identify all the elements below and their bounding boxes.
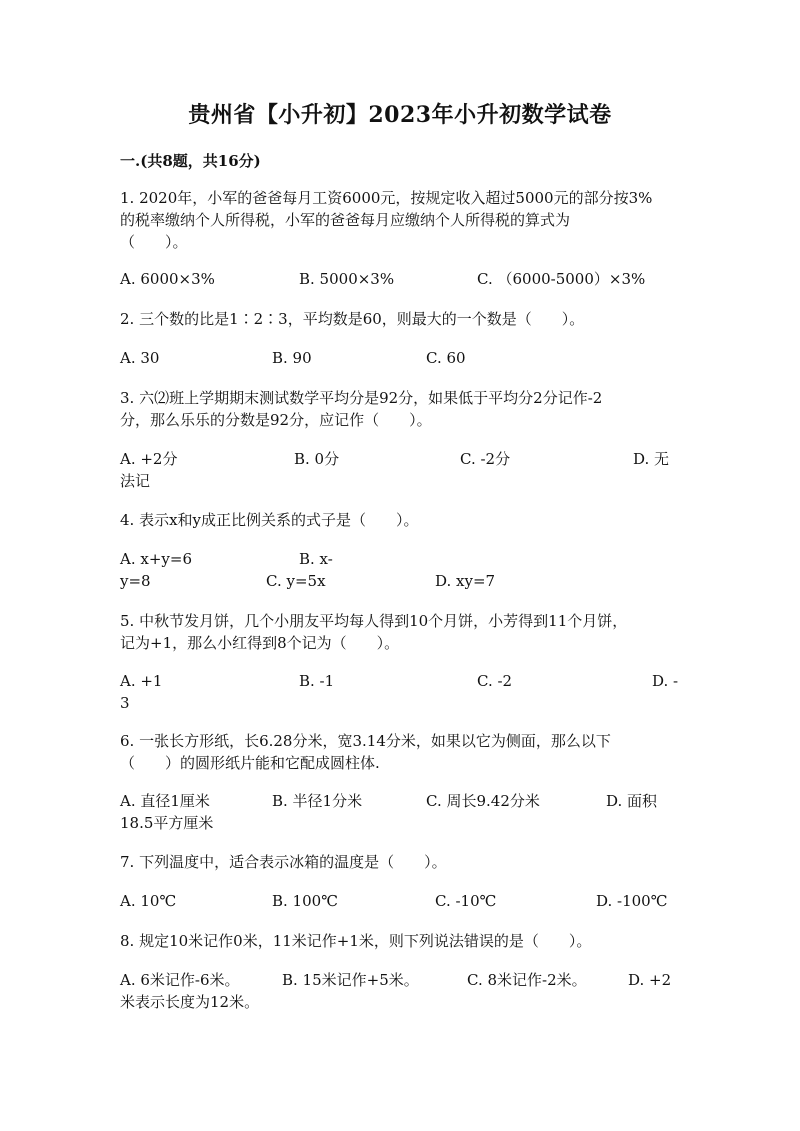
question-4-option-a: A. x+y=6 [120, 550, 192, 568]
question-1-line-3: （ ）。 [120, 233, 188, 251]
question-8-option-d: D. +2 [628, 971, 672, 989]
question-7-option-c: C. -10℃ [435, 892, 497, 910]
question-4-option-b: B. x- [299, 550, 333, 568]
question-3-line-2: 分，那么乐乐的分数是92分，应记作（ ）。 [120, 411, 432, 429]
question-1-option-a: A. 6000×3% [120, 270, 215, 288]
question-7-option-a: A. 10℃ [120, 892, 177, 910]
question-8-option-d-cont: 米表示长度为12米。 [120, 993, 260, 1011]
question-6-line-1: 6. 一张长方形纸，长6.28分米，宽3.14分米，如果以它为侧面，那么以下 [120, 732, 611, 750]
question-8-line-1: 8. 规定10米记作0米，11米记作+1米，则下列说法错误的是（ ）。 [120, 932, 592, 950]
question-5-option-d-cont: 3 [120, 694, 130, 712]
question-4-option-b-cont: y=8 [120, 572, 151, 590]
question-4-option-d: D. xy=7 [435, 572, 496, 590]
question-1-line-2: 的税率缴纳个人所得税，小军的爸爸每月应缴纳个人所得税的算式为 [120, 211, 571, 229]
question-3-option-b: B. 0分 [294, 450, 340, 468]
page-title: 贵州省【小升初】2023年小升初数学试卷 [188, 102, 612, 128]
question-5-option-a: A. +1 [120, 672, 163, 690]
question-7-line-1: 7. 下列温度中，适合表示冰箱的温度是（ ）。 [120, 853, 447, 871]
question-4-option-c: C. y=5x [266, 572, 326, 590]
question-8-option-a: A. 6米记作-6米。 [120, 971, 240, 989]
question-3-option-d-cont: 法记 [120, 472, 151, 490]
question-2-option-b: B. 90 [272, 349, 312, 367]
question-2-option-a: A. 30 [120, 349, 160, 367]
question-5-option-c: C. -2 [477, 672, 513, 690]
question-3-line-1: 3. 六⑵班上学期期末测试数学平均分是92分，如果低于平均分2分记作-2 [120, 389, 603, 407]
question-3-option-d: D. 无 [633, 450, 670, 468]
question-4-line-1: 4. 表示x和y成正比例关系的式子是（ ）。 [120, 511, 419, 529]
question-3-option-a: A. +2分 [120, 450, 178, 468]
question-6-line-2: （ ）的圆形纸片能和它配成圆柱体. [120, 754, 380, 772]
section-heading: 一.(共8题，共16分) [120, 152, 261, 170]
question-2-line-1: 2. 三个数的比是1∶2∶3，平均数是60，则最大的一个数是（ ）。 [120, 310, 585, 328]
question-8-option-b: B. 15米记作+5米。 [282, 971, 419, 989]
question-1-option-c: C. （6000-5000）×3% [477, 270, 646, 288]
question-5-line-2: 记为+1，那么小红得到8个记为（ ）。 [120, 634, 400, 652]
question-7-option-b: B. 100℃ [272, 892, 338, 910]
question-7-option-d: D. -100℃ [596, 892, 668, 910]
question-5-option-d: D. - [652, 672, 679, 690]
question-1-line-1: 1. 2020年，小军的爸爸每月工资6000元，按规定收入超过5000元的部分按3% [120, 189, 653, 207]
question-6-option-d: D. 面积 [606, 792, 658, 810]
question-6-option-b: B. 半径1分米 [272, 792, 363, 810]
question-6-option-d-cont: 18.5平方厘米 [120, 814, 214, 832]
question-5-option-b: B. -1 [299, 672, 335, 690]
question-2-option-c: C. 60 [426, 349, 466, 367]
question-1-option-b: B. 5000×3% [299, 270, 395, 288]
question-8-option-c: C. 8米记作-2米。 [467, 971, 587, 989]
question-6-option-c: C. 周长9.42分米 [426, 792, 540, 810]
question-5-line-1: 5. 中秋节发月饼，几个小朋友平均每人得到10个月饼，小芳得到11个月饼， [120, 612, 628, 630]
question-3-option-c: C. -2分 [460, 450, 511, 468]
question-6-option-a: A. 直径1厘米 [120, 792, 210, 810]
